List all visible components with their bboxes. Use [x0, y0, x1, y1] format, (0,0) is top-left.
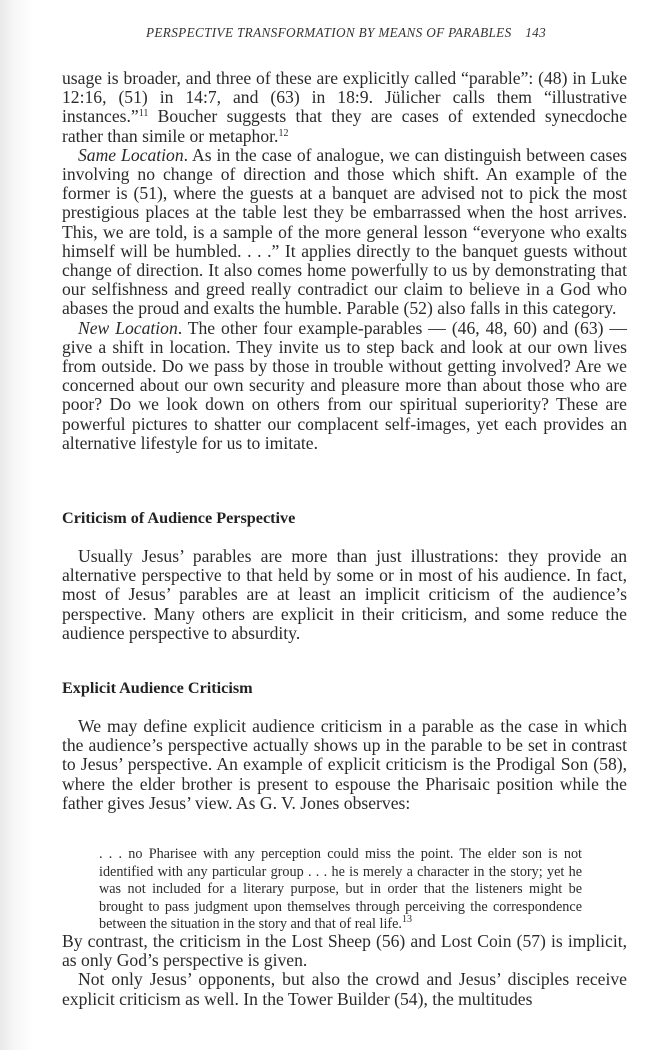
- footnote-ref-13: 13: [401, 914, 412, 926]
- paragraph-new-location: [62, 319, 627, 453]
- footnote-ref-12: 12: [278, 127, 289, 139]
- page-number: 143: [525, 25, 547, 40]
- paragraph-same-location: [62, 146, 627, 319]
- run-in-heading-same-location: Same Location: [78, 144, 184, 165]
- paragraph-not-only: Not only Jesus’ opponents, but also the crowd and Jesus’ disciples receive explicit criticism as well. In the Tower Builder (54), the multitudes: [62, 969, 627, 1009]
- paragraph-criticism: Usually Jesus’ parables are more than just illustrations: they provide an alternative perspective to that held by some or in most of his audience. In fact, most of Jesus’ parables are at least an implicit criticism of the audience’s perspective. Many others are explicit in their criticism, and some reduce the audience perspective to absurdity.: [62, 546, 627, 643]
- paragraph-text: . As in the case of analogue, we can distinguish between cases involving no change of direction and those which shift. An example of the former is (51), where the guests at a banquet are advised not to pick the most prestigious places at the table lest they be embarrassed when the host arrives. This, we are told, is a sample of the more general lesson “everyone who exalts himself will be humbled. . . .” It applies directly to the banquet guests without change of direction. It also comes home powerfully to us by demonstrating that our selfishness and greed really contradict our claim to believe in a God who abases the proud and exalts the humble. Parable (52) also falls in this category.: [62, 144, 627, 319]
- section-heading-criticism: Criticism of Audience Perspective: [62, 509, 296, 527]
- paragraph-by-contrast: By contrast, the criticism in the Lost Sheep (56) and Lost Coin (57) is implicit, as only God’s perspective is given.: [62, 931, 627, 971]
- paragraph-text: Boucher suggests that they are cases of extended synecdoche rather than simile or metaphor.: [62, 106, 627, 146]
- body-block-criticism: [62, 547, 627, 643]
- paragraph-text: usage is broader, and three of these are explicitly called “parable”: (48) in Luke 12:16, (51) in 14:7, and (63) in 18:9. Jülicher calls them “illustrative instances.”: [62, 68, 627, 127]
- body-block-after-quote: [62, 932, 627, 1009]
- page-gutter-shadow: [0, 0, 34, 1050]
- paragraph-usage: [62, 69, 627, 146]
- running-head: [146, 25, 626, 41]
- block-quote-jones: [99, 846, 582, 934]
- body-block-1: [62, 69, 627, 453]
- quote-text: . . . no Pharisee with any perception could miss the point. The elder son is not identified with any particular group . . . he is merely a character in the story; yet he was not included for a literary purpose, but in order that the listeners might be brought to pass judgment upon themselves through perceiving the correspondence between the situation in the story and that of real life.: [99, 846, 582, 933]
- section-heading-explicit: Explicit Audience Criticism: [62, 679, 253, 697]
- paragraph-text: . The other four example-parables — (46, 48, 60) and (63) — give a shift in location. They invite us to step back and look at our own lives from outside. Do we pass by those in trouble without getting involved? Are we concerned about our own security and pleasure more than about those who are poor? Do we look down on others from our spiritual superiority? These are powerful pictures to shatter our complacent self-images, yet each provides an alternative lifestyle for us to imitate.: [62, 317, 627, 453]
- footnote-ref-11: 11: [138, 108, 149, 120]
- body-block-explicit: [62, 717, 627, 813]
- running-head-title: PERSPECTIVE TRANSFORMATION BY MEANS OF PARABLES: [146, 25, 512, 40]
- run-in-heading-new-location: New Location: [78, 317, 178, 338]
- paragraph-explicit: We may define explicit audience criticism in a parable as the case in which the audience’s perspective actually shows up in the parable to be set in contrast to Jesus’ perspective. An example of explicit criticism is the Prodigal Son (58), where the elder brother is present to espouse the Pharisaic position while the father gives Jesus’ view. As G. V. Jones observes:: [62, 716, 627, 813]
